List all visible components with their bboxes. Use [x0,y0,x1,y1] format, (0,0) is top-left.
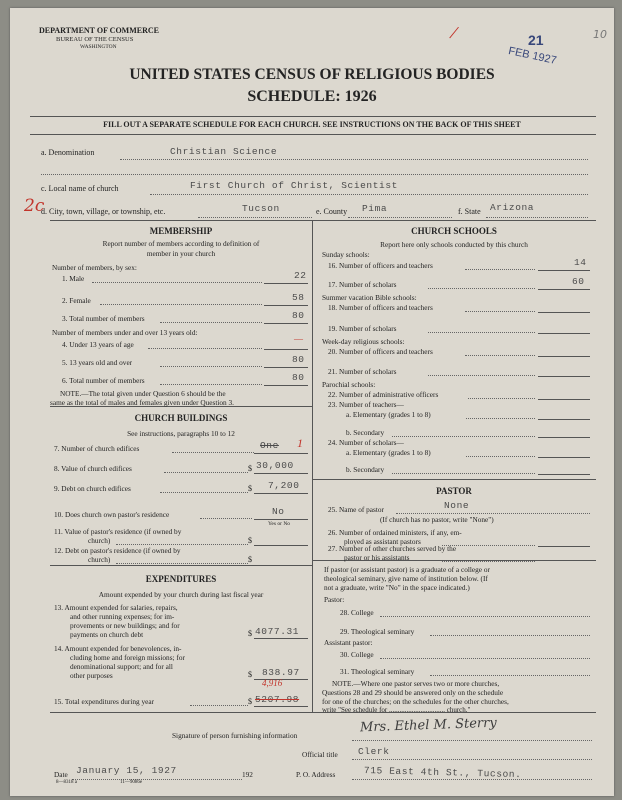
red-tick-mark: / [447,21,461,45]
asst-sub-label: Assistant pastor: [324,638,373,647]
form-subtitle: SCHEDULE: 1926 [247,88,377,105]
q7-red-value: 1 [297,436,303,450]
q30-label: 30. College [340,650,374,659]
q3-label: 3. Total number of members [62,314,145,323]
membership-note-1: NOTE.—The total given under Question 6 should be the [60,389,226,398]
census-schedule-sheet [10,8,614,796]
instruction-line: FILL OUT A SEPARATE SCHEDULE FOR EACH CHURCH. SEE INSTRUCTIONS ON THE BACK OF THIS SHEET [103,120,521,129]
buildings-heading: CHURCH BUILDINGS [134,413,228,423]
q23b-label: b. Secondary [346,428,385,437]
q25-hint: (If church has no pastor, write "None") [380,515,494,524]
q8-dollar: $ [248,464,252,473]
q10-hint: Yes or No [268,521,291,527]
expenditures-heading: EXPENDITURES [145,574,217,584]
county-value: Pima [362,203,388,214]
q14-red-value: 4,916 [262,678,283,688]
q4-label: 4. Under 13 years of age [62,340,134,349]
q11-dollar: $ [248,536,252,545]
church-name-value: First Church of Christ, Scientist [190,180,398,191]
q1-label: 1. Male [62,274,85,283]
title-label: Official title [302,750,338,759]
q24-label: 24. Number of scholars— [328,438,404,447]
q12-label-1: 12. Debt on pastor's residence (if owned by [54,546,181,555]
city-field-label: d. City, town, village, or township, etc. [41,207,166,216]
schools-intro: Report here only schools conducted by this church [380,240,528,249]
q9-label: 9. Debt on church edifices [54,484,131,493]
q11-label-1: 11. Value of pastor's residence (if owned by [54,527,182,536]
q19-label: 19. Number of scholars [328,324,397,333]
q13-line-1: 13. Amount expended for salaries, repairs, [54,603,178,612]
weekday-label: Week-day religious schools: [322,337,405,346]
q5-value: 80 [292,354,305,365]
received-stamp: FEB 1927 [507,45,558,67]
q11-label-2: church) [88,536,111,545]
membership-intro-2: member in your church [146,249,216,258]
pastor-heading: PASTOR [436,486,472,496]
q6-label: 6. Total number of members [62,376,145,385]
buildings-intro: See instructions, paragraphs 10 to 12 [127,429,235,438]
q26-label-2: ployed as assistant pastors [344,537,421,546]
pastor-sub-label: Pastor: [324,595,345,604]
q13-line-4: payments on church debt [70,630,144,639]
q15-label: 15. Total expenditures during year [54,697,155,706]
schools-heading: CHURCH SCHOOLS [411,226,497,236]
pastor-note-1: NOTE.—Where one pastor serves two or more churches, [332,679,500,688]
q22-label: 22. Number of administrative officers [328,390,439,399]
q14-line-4: other purposes [70,671,113,680]
q23-label: 23. Number of teachers— [328,400,404,409]
q14-line-1: 14. Amount expended for benevolences, in- [54,644,182,653]
q13-line-2: and other running expenses; for im- [70,612,175,621]
q9-dollar: $ [248,484,252,493]
q12-label-2: church) [88,555,111,564]
bureau-label: BUREAU OF THE CENSUS [56,36,134,43]
address-label: P. O. Address [296,770,336,779]
expenditures-intro: Amount expended by your church during last fiscal year [98,590,264,599]
age-intro: Number of members under and over 13 years old: [52,328,198,337]
church-name-label: c. Local name of church [41,184,119,193]
dept-label: DEPARTMENT OF COMMERCE [39,26,160,35]
grad-text-3: not a graduate, write "No" in the space indicated.) [324,583,470,592]
signature-label: Signature of person furnishing information [172,731,298,740]
title-value: Clerk [358,746,390,757]
sunday-label: Sunday schools: [322,250,370,259]
q12-dollar: $ [248,555,252,564]
address-value: 715 East 4th St., Tucson. [363,765,522,781]
q28-label: 28. College [340,608,374,617]
q31-label: 31. Theological seminary [340,667,415,676]
q5-label: 5. 13 years old and over [62,358,133,367]
q3-value: 80 [292,310,305,321]
q6-value: 80 [292,372,305,383]
q18-label: 18. Number of officers and teachers [328,303,433,312]
form-number-1: 8—8318 a [56,780,77,785]
q13-line-3: provements or new buildings; and for [70,621,180,630]
q15-value: 5207.98 [255,694,300,705]
membership-heading: MEMBERSHIP [149,226,213,236]
q7-value: One [260,440,279,451]
q29-label: 29. Theological seminary [340,627,415,636]
pastor-note-3: for one of the churches; on the schedules for the other churches, [322,697,509,706]
state-label: f. State [458,207,481,216]
q24a-label: a. Elementary (grades 1 to 8) [346,448,431,457]
state-value: Arizona [490,202,535,213]
q14-line-3: denominational support; and for all [70,662,173,671]
q1-value: 22 [294,270,307,281]
denomination-value: Christian Science [170,146,278,157]
date-year-print: 192 [242,770,253,779]
q13-dollar: $ [248,629,252,638]
q14-line-2: cluding home and foreign missions; for [70,653,185,662]
vacation-label: Summer vacation Bible schools: [322,293,417,302]
date-label: Date [54,770,68,779]
q7-label: 7. Number of church edifices [54,444,140,453]
denomination-label: a. Denomination [41,148,95,157]
q25-label: 25. Name of pastor [328,505,384,514]
q9-value: 7,200 [268,480,300,491]
q14-dollar: $ [248,670,252,679]
q16-label: 16. Number of officers and teachers [328,261,433,270]
grad-text-1: If pastor (or assistant pastor) is a graduate of a college or [324,565,490,574]
pastor-note-2: Questions 28 and 29 should be answered only on the schedule [322,688,504,697]
membership-intro-1: Report number of members according to definition of [102,239,260,248]
q27-label-2: pastor or his assistants [344,553,410,562]
q8-label: 8. Value of church edifices [54,464,132,473]
q21-label: 21. Number of scholars [328,367,397,376]
date-value: January 15, 1927 [76,765,177,776]
q26-label-1: 26. Number of ordained ministers, if any, em- [328,528,462,537]
stamp-number: 21 [528,32,544,48]
pencil-number: 10 [593,28,607,41]
q10-value: No [272,506,285,517]
pastor-note-4: write "See schedule for ................................ church." [322,706,471,714]
q20-label: 20. Number of officers and teachers [328,347,433,356]
form-number-2: 11—9086e [120,780,143,785]
parochial-label: Parochial schools: [322,380,376,389]
q2-value: 58 [292,292,305,303]
q10-label: 10. Does church own pastor's residence [54,510,170,519]
q13-value: 4077.31 [255,626,300,637]
county-label: e. County [316,207,348,216]
city-label: WASHINGTON [80,44,117,50]
q17-label: 17. Number of scholars [328,280,397,289]
q14-value: 838.97 [262,667,300,678]
red-margin-mark: 2c [24,196,45,216]
q27-label-1: 27. Number of other churches served by the [328,544,457,553]
city-value: Tucson [242,203,280,214]
q8-value: 30,000 [256,460,294,471]
q16-value: 14 [574,257,587,268]
q23a-label: a. Elementary (grades 1 to 8) [346,410,431,419]
sex-intro: Number of members, by sex: [52,263,137,272]
q24b-label: b. Secondary [346,465,385,474]
grad-text-2: theological seminary, give name of institution below. (If [324,574,488,583]
q15-dollar: $ [248,697,252,706]
signature: Mrs. Ethel M. Sterry [359,715,497,736]
q2-label: 2. Female [62,296,91,305]
q4-value: — [294,334,303,344]
q25-value: None [444,500,470,511]
form-title: UNITED STATES CENSUS OF RELIGIOUS BODIES [129,66,495,83]
membership-note-2: same as the total of males and females given under Question 3. [50,398,234,407]
q17-value: 60 [572,276,585,287]
